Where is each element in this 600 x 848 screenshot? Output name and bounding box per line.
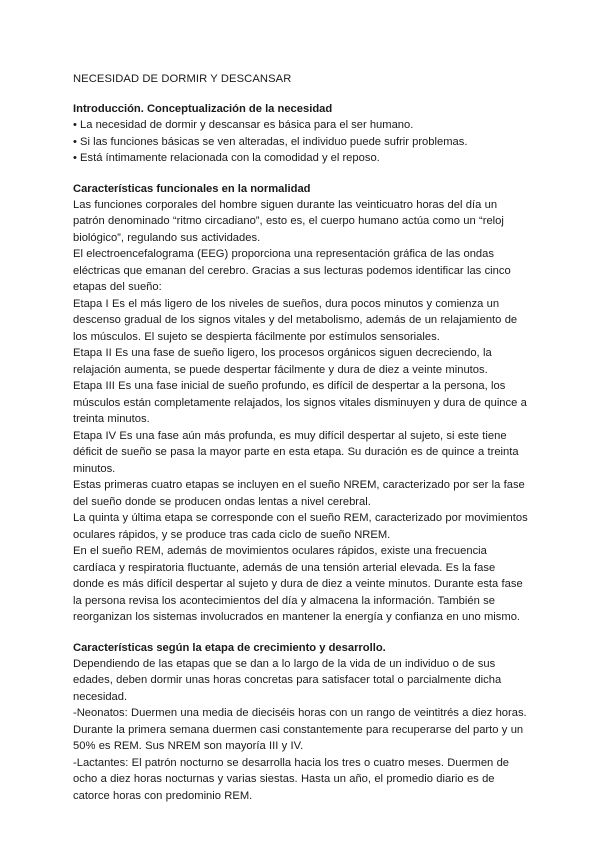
paragraph: Etapa IV Es una fase aún más profunda, es muy difícil despertar al sujeto, si este tiene déficit de sueño se pasa la mayor parte en esta etapa. Su duración es de quince a treinta minutos. xyxy=(73,429,519,475)
section-crecimiento-desarrollo xyxy=(73,641,528,805)
paragraph: En el sueño REM, además de movimientos oculares rápidos, existe una frecuencia cardíaca y respiratoria fluctuante, además de una tensión arterial elevada. Es la fase donde es más difícil despertar al sujeto y dura de diez a veinte minutos. Durante esta fase la persona revisa los acontecimientos del día y almacena la información. También se reorganizan los sistemas involucrados en mantener la energía y confianza en uno mismo. xyxy=(73,545,523,623)
bullet-line: • Si las funciones básicas se ven alteradas, el individuo puede sufrir problemas. xyxy=(73,135,468,148)
paragraph: -Lactantes: El patrón nocturno se desarrolla hacia los tres o cuatro meses. Duermen de ocho a diez horas nocturnas y varias siestas. Hasta un año, el promedio diario es de catorce horas con predominio REM. xyxy=(73,756,510,802)
section-introduccion xyxy=(73,102,528,167)
paragraph: -Neonatos: Duermen una media de dieciséis horas con un rango de veintitrés a diez horas. Durante la primera semana duermen casi constantemente para recuperarse del parto y un 50% es REM. Sus NREM son mayoría III y IV. xyxy=(73,707,527,752)
paragraph: Etapa II Es una fase de sueño ligero, los procesos orgánicos siguen decreciendo, la relajación aumenta, se puede despertar fácilmente y dura de diez a veinte minutos. xyxy=(73,347,492,376)
section-caracteristicas-funcionales xyxy=(73,182,528,626)
paragraph: Las funciones corporales del hombre siguen durante las veinticuatro horas del día un patrón denominado “ritmo circadiano”, esto es, el cuerpo humano actúa como un “reloj biológico”, regulando sus actividades. xyxy=(73,198,504,244)
document-title: NECESIDAD DE DORMIR Y DESCANSAR xyxy=(73,73,292,85)
paragraph: Estas primeras cuatro etapas se incluyen en el sueño NREM, caracterizado por ser la fase del sueño donde se producen ondas lentas a nivel cerebral. xyxy=(73,479,525,508)
section-heading: Características funcionales en la normalidad xyxy=(73,182,311,195)
paragraph: Etapa I Es el más ligero de los niveles de sueños, dura pocos minutos y comienza un descenso gradual de los signos vitales y del metabolismo, además de un relajamiento de los músculos. El sujeto se despierta fácilmente por estímulos sensoriales. xyxy=(73,297,518,343)
paragraph: La quinta y última etapa se corresponde con el sueño REM, caracterizado por movimientos oculares rápidos, y se produce tras cada ciclo de sueño NREM. xyxy=(73,512,528,541)
paragraph: El electroencefalograma (EEG) proporciona una representación gráfica de las ondas eléctricas que emanan del cerebro. Gracias a sus lecturas podemos identificar las cinco etapas del sueño: xyxy=(73,248,511,293)
paragraph: Etapa III Es una fase inicial de sueño profundo, es difícil de despertar a la persona, los músculos están completamente relajados, los signos vitales disminuyen y dura de quince a treinta minutos. xyxy=(73,380,527,425)
paragraph: Dependiendo de las etapas que se dan a lo largo de la vida de un individuo o de sus edades, deben dormir unas horas concretas para satisfacer total o parcialmente dicha necesidad. xyxy=(73,657,502,703)
bullet-line: • La necesidad de dormir y descansar es básica para el ser humano. xyxy=(73,119,414,131)
bullet-line: • Está íntimamente relacionada con la comodidad y el reposo. xyxy=(73,152,380,164)
section-heading: Características según la etapa de crecimiento y desarrollo. xyxy=(73,641,386,654)
section-heading: Introducción. Conceptualización de la necesidad xyxy=(73,103,333,115)
